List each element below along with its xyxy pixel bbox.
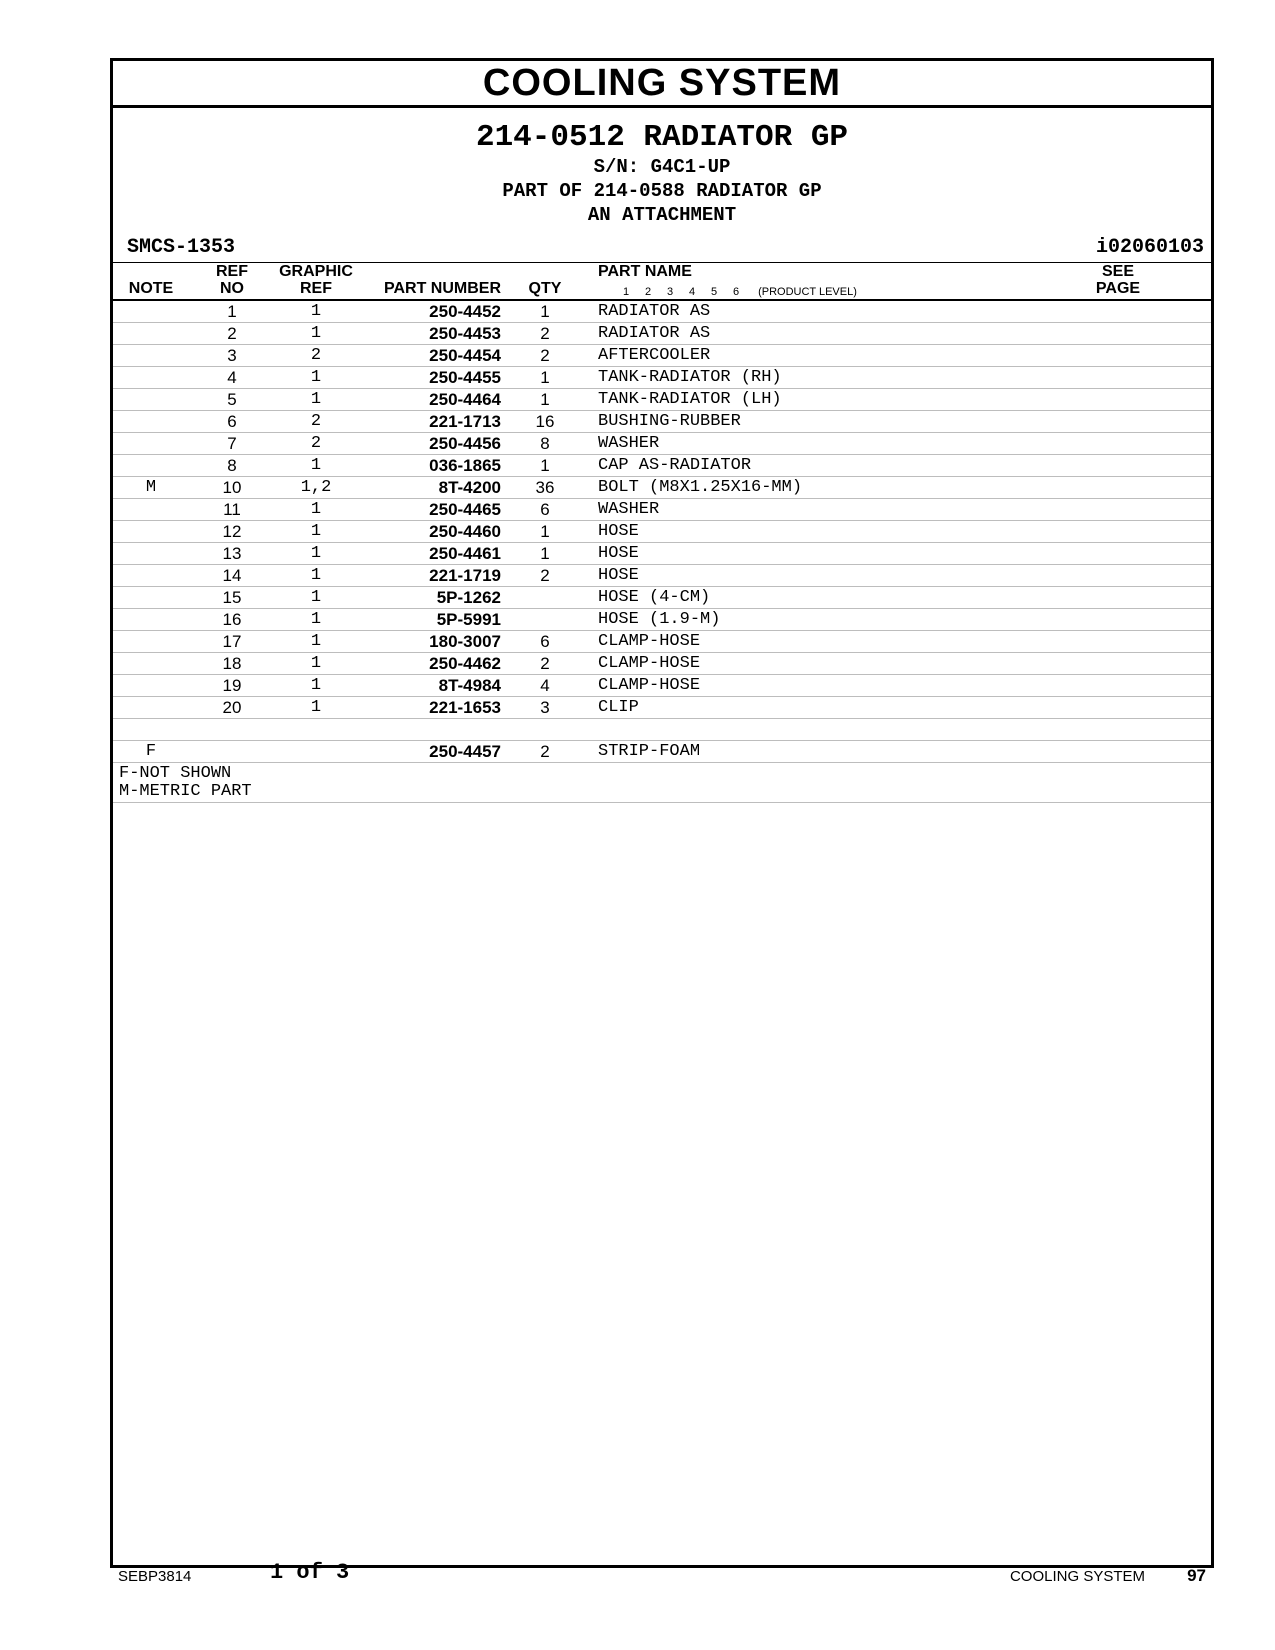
ref-number: 6 <box>227 412 237 431</box>
part-number: 250-4457 <box>429 742 501 761</box>
col-part-name: PART NAME <box>598 263 692 280</box>
quantity: 36 <box>535 478 555 497</box>
quantity: 8 <box>540 434 550 453</box>
quantity: 2 <box>540 324 550 343</box>
graphic-ref: 1 <box>310 654 322 673</box>
part-name: CLAMP-HOSE <box>598 654 701 673</box>
note-m: M-METRIC PART <box>119 782 252 801</box>
table-row <box>113 741 1211 763</box>
part-name: CLIP <box>598 698 639 717</box>
quantity: 3 <box>540 698 550 717</box>
level-1: 1 <box>623 286 630 298</box>
table-row <box>113 719 1211 741</box>
ref-number: 13 <box>222 544 242 563</box>
graphic-ref: 1,2 <box>300 478 332 497</box>
part-number: 250-4464 <box>429 390 501 409</box>
level-5: 5 <box>711 286 718 298</box>
graphic-ref: 1 <box>310 566 322 585</box>
parts-table <box>113 301 1211 763</box>
part-name: CLAMP-HOSE <box>598 632 701 651</box>
part-number: 250-4461 <box>429 544 501 563</box>
ref-number: 17 <box>222 632 242 651</box>
table-row <box>113 675 1211 697</box>
ref-number: 7 <box>227 434 237 453</box>
col-part-number: PART NUMBER <box>383 280 501 297</box>
col-ref-top: REF <box>216 263 248 280</box>
part-number: 221-1653 <box>429 698 501 717</box>
table-row <box>113 433 1211 455</box>
ref-number: 11 <box>223 500 241 519</box>
ref-number: 10 <box>222 478 242 497</box>
level-6: 6 <box>733 286 740 298</box>
table-row <box>113 587 1211 609</box>
ref-number: 19 <box>222 676 242 695</box>
level-4: 4 <box>689 286 696 298</box>
quantity: 2 <box>540 742 550 761</box>
part-number: 5P-5991 <box>436 610 501 629</box>
level-2: 2 <box>645 286 652 298</box>
part-name: BOLT (M8X1.25X16-MM) <box>598 478 803 497</box>
part-name: CLAMP-HOSE <box>598 676 701 695</box>
table-row <box>113 631 1211 653</box>
part-number: 8T-4200 <box>438 478 501 497</box>
footer-section: COOLING SYSTEM <box>1009 1568 1145 1585</box>
ref-number: 14 <box>222 566 242 585</box>
page-frame <box>110 58 1214 1568</box>
product-levels <box>623 284 857 301</box>
col-graphic-top: GRAPHIC <box>279 263 353 280</box>
table-row <box>113 543 1211 565</box>
graphic-ref: 1 <box>310 588 322 607</box>
group-title: 214-0512 RADIATOR GP <box>475 120 849 155</box>
quantity: 6 <box>540 632 550 651</box>
graphic-ref: 1 <box>310 632 322 651</box>
group-header <box>113 121 1211 227</box>
graphic-ref: 2 <box>310 346 322 365</box>
quantity: 4 <box>540 676 550 695</box>
table-row <box>113 389 1211 411</box>
table-row <box>113 367 1211 389</box>
part-number: 250-4455 <box>429 368 501 387</box>
graphic-ref: 2 <box>310 434 322 453</box>
footer-doc-number: SEBP3814 <box>118 1568 192 1585</box>
note-cell: F <box>145 742 157 761</box>
ref-number: 8 <box>227 456 237 475</box>
part-name: HOSE <box>598 544 639 563</box>
part-number: 250-4456 <box>429 434 501 453</box>
graphic-ref: 1 <box>310 302 322 321</box>
part-name: CAP AS-RADIATOR <box>598 456 752 475</box>
level-3: 3 <box>667 286 674 298</box>
part-number: 036-1865 <box>429 456 501 475</box>
page-footer <box>0 1558 1275 1598</box>
ref-number: 16 <box>222 610 242 629</box>
part-number: 250-4465 <box>429 500 501 519</box>
ref-number: 4 <box>227 368 237 387</box>
note-f: F-NOT SHOWN <box>119 764 232 783</box>
ref-number: 18 <box>222 654 242 673</box>
ref-number: 15 <box>222 588 242 607</box>
table-row <box>113 565 1211 587</box>
part-number: 221-1719 <box>429 566 501 585</box>
part-name: RADIATOR AS <box>598 302 711 321</box>
quantity: 2 <box>540 346 550 365</box>
ref-number: 12 <box>222 522 242 541</box>
ref-number: 3 <box>227 346 237 365</box>
part-name: HOSE <box>598 522 639 541</box>
quantity: 6 <box>540 500 550 519</box>
part-number: 221-1713 <box>429 412 501 431</box>
part-number: 250-4454 <box>429 346 501 365</box>
part-name: TANK-RADIATOR (LH) <box>598 390 782 409</box>
col-see-bottom: PAGE <box>1095 280 1141 297</box>
footer-page-of: 1 of 3 <box>270 1560 350 1585</box>
part-number: 250-4462 <box>429 654 501 673</box>
graphic-ref: 2 <box>310 412 322 431</box>
part-number: 8T-4984 <box>438 676 501 695</box>
col-qty: QTY <box>528 280 562 297</box>
table-row <box>113 323 1211 345</box>
part-number: 250-4452 <box>429 302 501 321</box>
part-number: 250-4460 <box>429 522 501 541</box>
graphic-ref: 1 <box>310 676 322 695</box>
part-name: HOSE (4-CM) <box>598 588 711 607</box>
table-row <box>113 301 1211 323</box>
part-number: 250-4453 <box>429 324 501 343</box>
notes-block <box>113 763 1211 803</box>
table-row <box>113 609 1211 631</box>
part-name: STRIP-FOAM <box>598 742 701 761</box>
document-id: i02060103 <box>1095 236 1204 259</box>
graphic-ref: 1 <box>310 324 322 343</box>
quantity: 1 <box>540 544 550 563</box>
attachment-line: AN ATTACHMENT <box>587 204 737 226</box>
footer-page-number: 97 <box>1187 1566 1206 1585</box>
graphic-ref: 1 <box>310 500 322 519</box>
part-name: WASHER <box>598 500 660 519</box>
quantity: 1 <box>540 368 550 387</box>
graphic-ref: 1 <box>310 522 322 541</box>
section-title: COOLING SYSTEM <box>113 61 1211 108</box>
col-graphic-bottom: REF <box>300 280 332 297</box>
graphic-ref: 1 <box>310 610 322 629</box>
quantity: 1 <box>540 390 550 409</box>
quantity: 16 <box>535 412 555 431</box>
part-name: TANK-RADIATOR (RH) <box>598 368 782 387</box>
part-name: AFTERCOOLER <box>598 346 711 365</box>
quantity: 1 <box>540 456 550 475</box>
graphic-ref: 1 <box>310 368 322 387</box>
table-row <box>113 499 1211 521</box>
table-row <box>113 653 1211 675</box>
quantity: 2 <box>540 566 550 585</box>
table-row <box>113 411 1211 433</box>
col-see-top: SEE <box>1101 263 1134 280</box>
part-number: 180-3007 <box>429 632 501 651</box>
graphic-ref: 1 <box>310 544 322 563</box>
table-row <box>113 697 1211 719</box>
smcs-code: SMCS-1353 <box>127 236 236 259</box>
ref-number: 5 <box>227 390 237 409</box>
part-name: WASHER <box>598 434 660 453</box>
part-name: RADIATOR AS <box>598 324 711 343</box>
table-row <box>113 345 1211 367</box>
ref-number: 1 <box>227 302 237 321</box>
quantity: 1 <box>540 522 550 541</box>
serial-number: S/N: G4C1-UP <box>593 156 731 178</box>
quantity: 2 <box>540 654 550 673</box>
graphic-ref: 1 <box>310 698 322 717</box>
table-row <box>113 521 1211 543</box>
product-level-label: (PRODUCT LEVEL) <box>758 286 857 298</box>
part-name: HOSE <box>598 566 639 585</box>
quantity: 1 <box>540 302 550 321</box>
col-ref-bottom: NO <box>220 280 244 297</box>
part-number: 5P-1262 <box>436 588 501 607</box>
part-of-line: PART OF 214-0588 RADIATOR GP <box>502 180 822 202</box>
part-name: HOSE (1.9-M) <box>598 610 721 629</box>
graphic-ref: 1 <box>310 456 322 475</box>
col-note: NOTE <box>128 280 174 297</box>
ref-number: 20 <box>222 698 242 717</box>
table-row <box>113 455 1211 477</box>
note-cell: M <box>145 478 157 497</box>
table-header <box>113 262 1211 301</box>
part-name: BUSHING-RUBBER <box>598 412 741 431</box>
ref-number: 2 <box>227 324 237 343</box>
table-row <box>113 477 1211 499</box>
graphic-ref: 1 <box>310 390 322 409</box>
smcs-row <box>113 234 1211 262</box>
